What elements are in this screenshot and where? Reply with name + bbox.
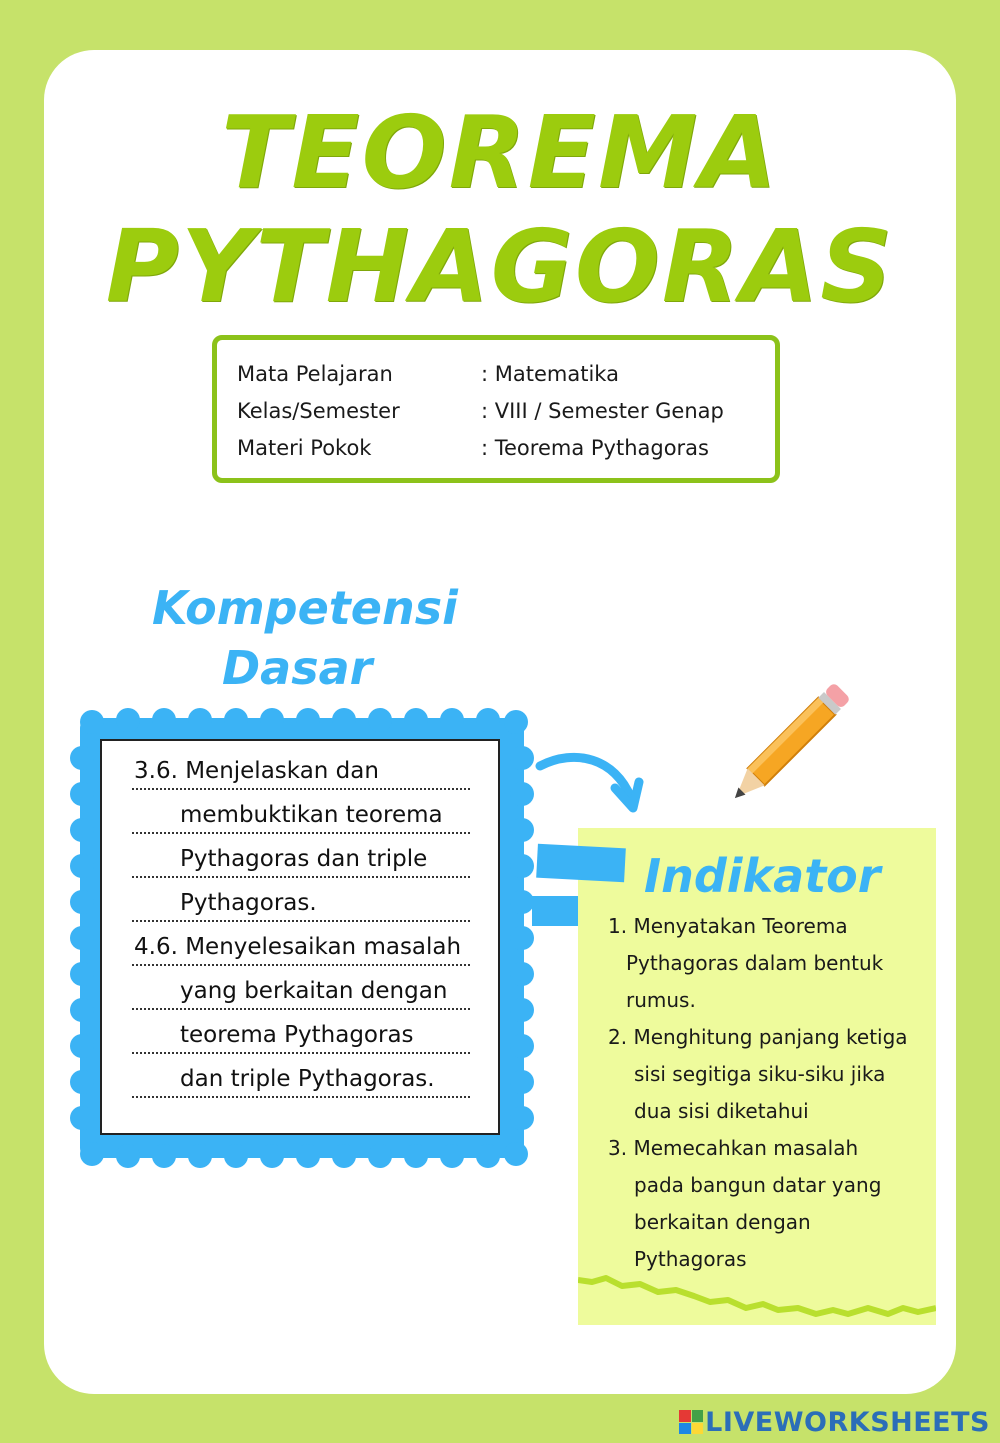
- pencil-icon: [722, 672, 868, 804]
- dotted-rule: [132, 832, 470, 834]
- kd-line: Pythagoras dan triple: [180, 846, 428, 872]
- dotted-rule: [132, 788, 470, 790]
- dotted-rule: [132, 920, 470, 922]
- indikator-line: dua sisi diketahui: [634, 1099, 809, 1123]
- footer-brand-text: LIVEWORKSHEETS: [705, 1406, 990, 1438]
- info-label: Materi Pokok: [237, 436, 372, 460]
- indikator-line: pada bangun datar yang: [634, 1173, 882, 1197]
- liveworksheets-logo-icon: [679, 1410, 703, 1434]
- indikator-line: rumus.: [626, 988, 696, 1012]
- info-value: : VIII / Semester Genap: [481, 399, 724, 423]
- indikator-line: 2. Menghitung panjang ketiga: [608, 1025, 908, 1049]
- indikator-line: 3. Memecahkan masalah: [608, 1136, 859, 1160]
- tape-strip: [532, 896, 578, 926]
- indikator-line: sisi segitiga siku-siku jika: [634, 1062, 886, 1086]
- title-line-2: PYTHAGORAS: [105, 208, 895, 325]
- kd-line: dan triple Pythagoras.: [180, 1066, 435, 1092]
- kd-line: 4.6. Menyelesaikan masalah: [134, 934, 462, 960]
- kd-line: yang berkaitan dengan: [180, 978, 448, 1004]
- dotted-rule: [132, 1096, 470, 1098]
- tape-strip: [536, 844, 626, 883]
- curved-arrow-icon: [535, 748, 645, 818]
- dotted-rule: [132, 876, 470, 878]
- kd-line: teorema Pythagoras: [180, 1022, 414, 1048]
- kd-line: Pythagoras.: [180, 890, 317, 916]
- kd-line: 3.6. Menjelaskan dan: [134, 758, 379, 784]
- indikator-line: Pythagoras dalam bentuk: [626, 951, 884, 975]
- dotted-rule: [132, 1052, 470, 1054]
- torn-edge: [578, 1262, 936, 1342]
- title-line-1: TEOREMA: [221, 94, 779, 211]
- indikator-line: Pythagoras: [634, 1247, 747, 1271]
- info-value: : Teorema Pythagoras: [481, 436, 709, 460]
- info-value: : Matematika: [481, 362, 619, 386]
- indikator-line: berkaitan dengan: [634, 1210, 811, 1234]
- indikator-line: 1. Menyatakan Teorema: [608, 914, 848, 938]
- kompetensi-heading-2: Dasar: [222, 641, 373, 695]
- info-label: Kelas/Semester: [237, 399, 400, 423]
- indikator-heading: Indikator: [644, 849, 881, 903]
- dotted-rule: [132, 1008, 470, 1010]
- kompetensi-heading-1: Kompetensi: [152, 581, 458, 635]
- kd-line: membuktikan teorema: [180, 802, 443, 828]
- info-box: [212, 335, 780, 483]
- dotted-rule: [132, 964, 470, 966]
- info-label: Mata Pelajaran: [237, 362, 393, 386]
- footer-brand[interactable]: [679, 1404, 990, 1440]
